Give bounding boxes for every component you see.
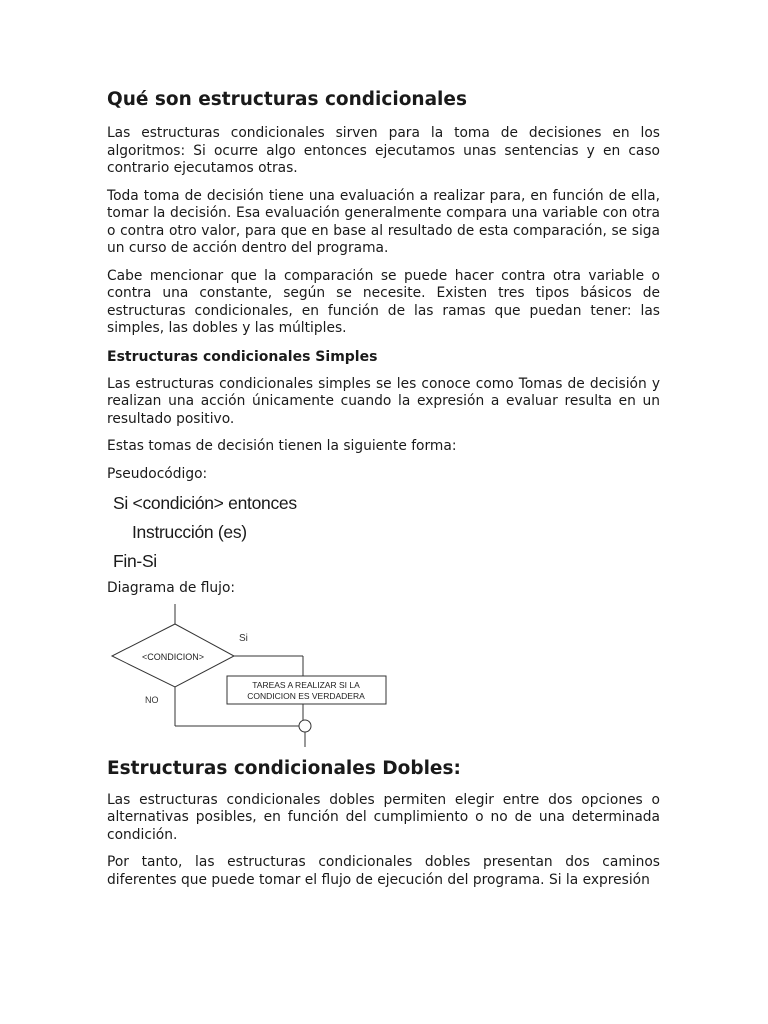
yes-branch-label: Si xyxy=(239,632,248,644)
intro-paragraph-1: Las estructuras condicionales sirven para la toma de decisiones en los algoritmos: Si ocurre algo entonces ejecutamos unas sentencias y en caso contrario ejecutamos otras. xyxy=(107,125,660,176)
simples-paragraph-2: Estas tomas de decisión tienen la siguiente forma: xyxy=(107,438,457,454)
pseudocode-block xyxy=(107,489,660,576)
intro-paragraph-2: Toda toma de decisión tiene una evaluación a realizar para, en función de ella, tomar la decisión. Esa evaluación generalmente compara una variable con otra o contra otro valor, para que en base al resultado de esta comparación, se siga un curso de acción dentro del programa. xyxy=(107,187,660,256)
section-heading-dobles: Estructuras condicionales Dobles: xyxy=(107,757,461,779)
decision-label: <CONDICION> xyxy=(141,651,205,662)
pseudocode-line-endif: Fin-Si xyxy=(113,551,157,571)
no-branch-label: NO xyxy=(145,694,159,705)
flowchart-label: Diagrama de flujo: xyxy=(107,580,236,596)
intro-paragraph-3: Cabe mencionar que la comparación se puede hacer contra otra variable o contra una constante, según se necesite. Existen tres tipos básicos de estructuras condicionales, en función de las ramas que puedan tener: las simples, las dobles y las múltiples. xyxy=(107,267,660,336)
task-label-line-2: CONDICION ES VERDADERA xyxy=(247,690,365,701)
section-heading-simples: Estructuras condicionales Simples xyxy=(107,348,378,365)
flowchart-diagram xyxy=(107,604,407,749)
page-title: Qué son estructuras condicionales xyxy=(107,89,467,110)
document-page xyxy=(107,88,660,899)
pseudocode-label: Pseudocódigo: xyxy=(107,465,208,482)
simples-paragraph-1: Las estructuras condicionales simples se les conoce como Tomas de decisión y realizan una acción únicamente cuando la expresión a evaluar resulta en un resultado positivo. xyxy=(107,375,660,427)
pseudocode-line-instruction: Instrucción (es) xyxy=(132,522,247,542)
dobles-paragraph-1: Las estructuras condicionales dobles permiten elegir entre dos opciones o alternativas posibles, en función del cumplimiento o no de una determinada condición. xyxy=(107,791,660,843)
dobles-paragraph-2: Por tanto, las estructuras condicionales dobles presentan dos caminos diferentes que puede tomar el flujo de ejecución del programa. Si la expresión xyxy=(107,854,660,888)
task-label-line-1: TAREAS A REALIZAR SI LA xyxy=(252,679,360,690)
connector-circle xyxy=(299,720,311,732)
pseudocode-line-if: Si <condición> entonces xyxy=(113,493,297,513)
